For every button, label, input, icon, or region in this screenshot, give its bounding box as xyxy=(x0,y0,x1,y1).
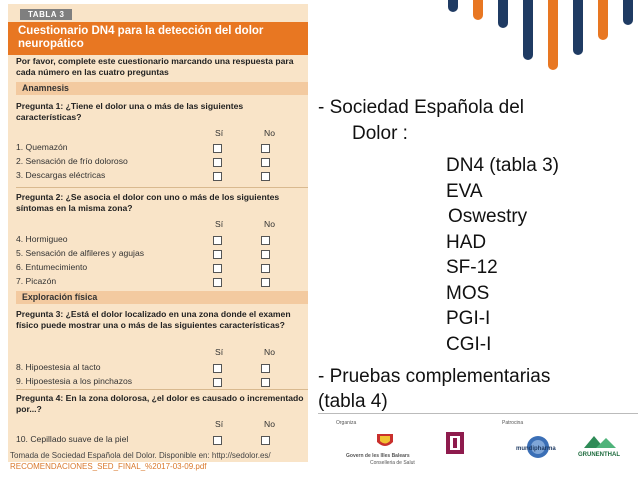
col-no: No xyxy=(264,128,275,138)
checkbox-no[interactable] xyxy=(261,436,270,445)
footer-divider xyxy=(318,413,638,414)
table-source xyxy=(10,450,271,472)
govern-name: Govern de les Illes Balears xyxy=(346,453,410,459)
checkbox-no[interactable] xyxy=(261,250,270,259)
logos-strip xyxy=(330,420,630,470)
divider xyxy=(16,389,308,390)
question-2: Pregunta 2: ¿Se asocia el dolor con uno o más de los siguientes síntomas en la misma zona? xyxy=(16,192,280,213)
checkbox-no[interactable] xyxy=(261,364,270,373)
checkbox-no[interactable] xyxy=(261,378,270,387)
govern-crest-icon xyxy=(375,432,395,450)
decorative-bars xyxy=(428,0,638,80)
scale-item: EVA xyxy=(446,181,483,202)
decor-bar xyxy=(448,0,458,12)
scale-item: HAD xyxy=(446,232,487,253)
section-exploracion: Exploración física xyxy=(16,291,308,304)
col-si: Sí xyxy=(215,219,224,229)
list-item: 1. Quemazón xyxy=(16,142,68,152)
decor-bar xyxy=(473,0,483,20)
col-no: No xyxy=(264,419,275,429)
patrocina-label: Patrocina xyxy=(502,420,524,426)
question-4: Pregunta 4: En la zona dolorosa, ¿el dolor es causado o incrementado por...? xyxy=(16,393,304,414)
checkbox-si[interactable] xyxy=(213,378,222,387)
checkbox-no[interactable] xyxy=(261,264,270,273)
col-si: Sí xyxy=(215,419,224,429)
grunenthal-name: GRUNENTHAL xyxy=(578,452,620,458)
sed-line-2: Dolor : xyxy=(352,123,408,144)
list-item: 4. Hormigueo xyxy=(16,234,68,244)
conselleria-name: Conselleria de Salut xyxy=(370,460,415,466)
mundipharma-name: mundipharma xyxy=(516,446,556,452)
decor-bar xyxy=(598,0,608,40)
scale-item: SF-12 xyxy=(446,257,498,278)
institution-logo-icon xyxy=(442,426,468,456)
checkbox-si[interactable] xyxy=(213,236,222,245)
table-label: TABLA 3 xyxy=(20,9,72,20)
checkbox-si[interactable] xyxy=(213,250,222,259)
decor-bar xyxy=(498,0,508,28)
decor-bar xyxy=(523,0,533,60)
decor-bar xyxy=(548,0,558,70)
grunenthal-logo-icon xyxy=(580,432,620,452)
checkbox-no[interactable] xyxy=(261,172,270,181)
list-item: 3. Descargas eléctricas xyxy=(16,170,106,180)
list-item: 6. Entumecimiento xyxy=(16,262,88,272)
source-line-2[interactable]: RECOMENDACIONES_SED_FINAL_%2017-03-09.pdf xyxy=(10,462,207,471)
checkbox-si[interactable] xyxy=(213,364,222,373)
list-item: 9. Hipoestesia a los pinchazos xyxy=(16,376,133,386)
checkbox-si[interactable] xyxy=(213,278,222,287)
col-si: Sí xyxy=(215,347,224,357)
checkbox-si[interactable] xyxy=(213,436,222,445)
question-1: Pregunta 1: ¿Tiene el dolor una o más de las siguientes características? xyxy=(16,101,244,122)
instruction-text: Por favor, complete este cuestionario marcando una respuesta para cada número en las cuatro preguntas xyxy=(16,56,294,77)
divider xyxy=(16,187,308,188)
col-no: No xyxy=(264,347,275,357)
pruebas-line: - Pruebas complementarias xyxy=(318,366,551,387)
organiza-label: Organiza xyxy=(336,420,357,426)
scale-item: DN4 (tabla 3) xyxy=(446,155,559,176)
checkbox-no[interactable] xyxy=(261,236,270,245)
list-item: 8. Hipoestesia al tacto xyxy=(16,362,101,372)
list-item: 7. Picazón xyxy=(16,276,57,286)
col-no: No xyxy=(264,219,275,229)
checkbox-si[interactable] xyxy=(213,172,222,181)
checkbox-si[interactable] xyxy=(213,264,222,273)
scale-item: Oswestry xyxy=(448,206,528,227)
dn4-table xyxy=(8,4,308,462)
checkbox-si[interactable] xyxy=(213,158,222,167)
scale-item: PGI-I xyxy=(446,308,491,329)
scale-item: MOS xyxy=(446,283,490,304)
checkbox-si[interactable] xyxy=(213,144,222,153)
question-3: Pregunta 3: ¿Está el dolor localizado en una zona donde el examen físico puede mostrar una o más de las siguientes características? xyxy=(16,309,291,330)
sed-line: - Sociedad Española del xyxy=(318,97,524,118)
list-item: 10. Cepillado suave de la piel xyxy=(16,434,129,444)
section-anamnesis: Anamnesis xyxy=(16,82,308,95)
source-line-1: Tomada de Sociedad Española del Dolor. Disponible en: http://sedolor.es/ xyxy=(10,451,271,460)
decor-bar xyxy=(623,0,633,25)
list-item: 5. Sensación de alfileres y agujas xyxy=(16,248,145,258)
table-title: Cuestionario DN4 para la detección del dolor neuropático xyxy=(8,22,308,55)
list-item: 2. Sensación de frío doloroso xyxy=(16,156,128,166)
col-si: Sí xyxy=(215,128,224,138)
checkbox-no[interactable] xyxy=(261,278,270,287)
scale-item: CGI-I xyxy=(446,334,492,355)
decor-bar xyxy=(573,0,583,55)
pruebas-line-2: (tabla 4) xyxy=(318,391,388,412)
checkbox-no[interactable] xyxy=(261,158,270,167)
checkbox-no[interactable] xyxy=(261,144,270,153)
